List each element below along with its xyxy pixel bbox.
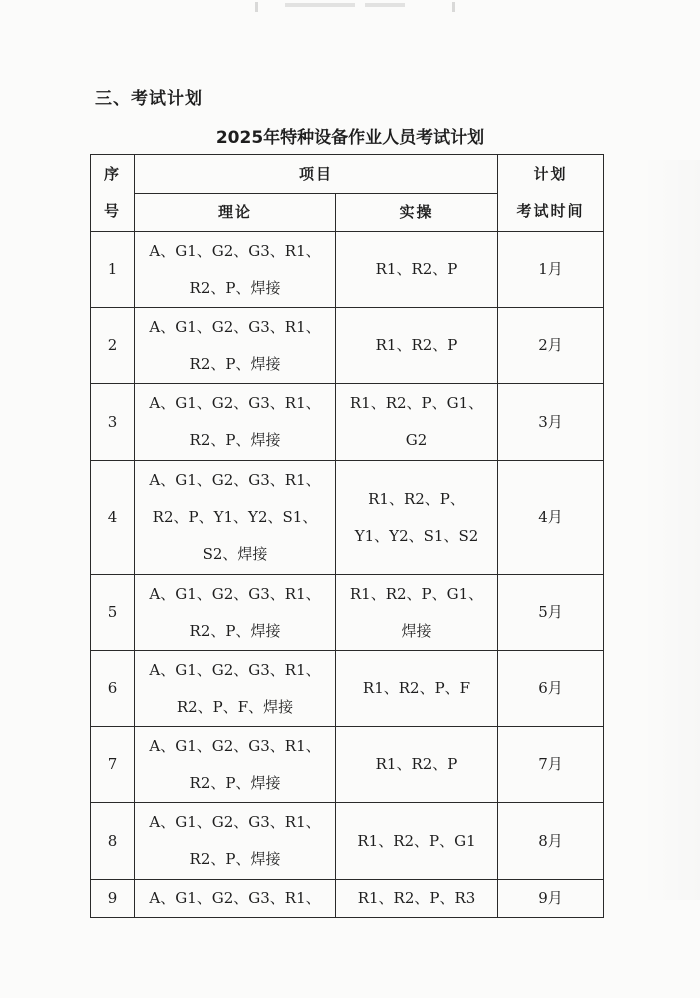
cell-practical-line: R1、R2、P bbox=[375, 336, 458, 354]
header-sequence-line-1: 序 bbox=[103, 165, 121, 183]
table-row bbox=[91, 384, 604, 461]
cell-practical bbox=[336, 461, 498, 575]
cell-practical-line: R1、R2、P、G1 bbox=[357, 831, 476, 850]
cell-theory-line: R2、P、焊接 bbox=[189, 850, 281, 868]
cell-plan-time: 2月 bbox=[498, 308, 604, 384]
cell-plan-time: 9月 bbox=[498, 880, 604, 918]
cell-theory bbox=[135, 384, 336, 461]
cell-theory-line: A、G1、G2、G3、R1、 bbox=[149, 317, 321, 336]
cell-plan-time: 6月 bbox=[498, 651, 604, 727]
cell-practical-line: R1、R2、P、R3 bbox=[357, 889, 476, 907]
cell-theory-line: R2、P、焊接 bbox=[189, 773, 281, 792]
table-title: 2025年特种设备作业人员考试计划 bbox=[215, 128, 485, 148]
header-plan-time-line-2: 考试时间 bbox=[516, 202, 585, 220]
cell-sequence-number: 7 bbox=[91, 727, 135, 803]
cell-plan-time: 8月 bbox=[498, 803, 604, 880]
cell-sequence-number: 8 bbox=[91, 803, 135, 880]
cell-sequence-number: 4 bbox=[91, 461, 135, 575]
header-sequence-line-2: 号 bbox=[103, 202, 121, 220]
header-practical: 实操 bbox=[336, 194, 498, 232]
cell-plan-time: 5月 bbox=[498, 575, 604, 651]
cell-theory bbox=[135, 575, 336, 651]
table-row bbox=[91, 232, 604, 308]
table-row bbox=[91, 651, 604, 727]
table-row bbox=[91, 308, 604, 384]
table-body bbox=[91, 232, 604, 918]
cell-sequence-number: 5 bbox=[91, 575, 135, 651]
header-plan-time-line-1: 计划 bbox=[533, 165, 568, 183]
cell-theory-line: A、G1、G2、G3、R1、 bbox=[149, 241, 321, 260]
cell-practical bbox=[336, 575, 498, 651]
cell-theory-line: R2、P、焊接 bbox=[189, 278, 281, 297]
cell-plan-time: 4月 bbox=[498, 461, 604, 575]
cell-practical bbox=[336, 232, 498, 308]
cell-sequence-number: 9 bbox=[91, 880, 135, 918]
cell-theory bbox=[135, 461, 336, 575]
cell-plan-time: 7月 bbox=[498, 727, 604, 803]
cell-practical-line: R1、R2、P、G1、 bbox=[349, 584, 484, 603]
header-plan-time bbox=[498, 155, 604, 232]
cell-plan-time: 1月 bbox=[498, 232, 604, 308]
scan-shade bbox=[640, 160, 700, 900]
scan-artifact-marks bbox=[255, 0, 455, 18]
cell-practical-line: G2 bbox=[405, 431, 428, 449]
cell-theory-line: R2、P、焊接 bbox=[189, 354, 281, 373]
cell-theory-line: A、G1、G2、G3、R1、 bbox=[149, 813, 321, 831]
cell-practical bbox=[336, 727, 498, 803]
cell-practical bbox=[336, 384, 498, 461]
table-header bbox=[91, 155, 604, 232]
table-row bbox=[91, 803, 604, 880]
table-row bbox=[91, 461, 604, 575]
cell-theory-line: S2、焊接 bbox=[202, 545, 268, 563]
section-heading: 三、考试计划 bbox=[95, 89, 203, 109]
cell-theory-line: R2、P、F、焊接 bbox=[176, 697, 294, 716]
header-item: 项目 bbox=[135, 155, 498, 194]
table-row bbox=[91, 727, 604, 803]
header-sequence-number bbox=[91, 155, 135, 232]
cell-practical-line: R1、R2、P bbox=[375, 260, 458, 278]
cell-theory-line: R2、P、Y1、Y2、S1、 bbox=[152, 508, 318, 526]
cell-practical bbox=[336, 308, 498, 384]
cell-plan-time: 3月 bbox=[498, 384, 604, 461]
cell-theory bbox=[135, 880, 336, 918]
cell-theory bbox=[135, 803, 336, 880]
cell-practical-line: Y1、Y2、S1、S2 bbox=[354, 526, 479, 545]
cell-practical-line: R1、R2、P bbox=[375, 755, 458, 773]
exam-plan-table bbox=[90, 154, 604, 918]
cell-practical bbox=[336, 880, 498, 918]
cell-theory-line: A、G1、G2、G3、R1、 bbox=[149, 660, 321, 679]
cell-theory-line: A、G1、G2、G3、R1、 bbox=[149, 736, 321, 755]
cell-practical bbox=[336, 803, 498, 880]
cell-theory-line: A、G1、G2、G3、R1、 bbox=[149, 889, 321, 907]
cell-theory-line: A、G1、G2、G3、R1、 bbox=[149, 471, 321, 489]
cell-theory bbox=[135, 232, 336, 308]
cell-theory-line: A、G1、G2、G3、R1、 bbox=[149, 584, 321, 603]
cell-sequence-number: 6 bbox=[91, 651, 135, 727]
cell-theory-line: A、G1、G2、G3、R1、 bbox=[149, 394, 321, 412]
cell-practical-line: R1、R2、P、F bbox=[362, 679, 471, 697]
table-row bbox=[91, 575, 604, 651]
cell-theory bbox=[135, 308, 336, 384]
cell-theory bbox=[135, 727, 336, 803]
header-theory: 理论 bbox=[135, 194, 336, 232]
cell-sequence-number: 1 bbox=[91, 232, 135, 308]
cell-theory bbox=[135, 651, 336, 727]
cell-practical-line: R1、R2、P、G1、 bbox=[349, 394, 484, 412]
cell-practical-line: 焊接 bbox=[401, 621, 432, 640]
table-row bbox=[91, 880, 604, 918]
cell-practical-line: R1、R2、P、 bbox=[368, 489, 465, 508]
cell-theory-line: R2、P、焊接 bbox=[189, 621, 281, 640]
cell-practical bbox=[336, 651, 498, 727]
cell-sequence-number: 3 bbox=[91, 384, 135, 461]
cell-theory-line: R2、P、焊接 bbox=[189, 431, 281, 449]
cell-sequence-number: 2 bbox=[91, 308, 135, 384]
